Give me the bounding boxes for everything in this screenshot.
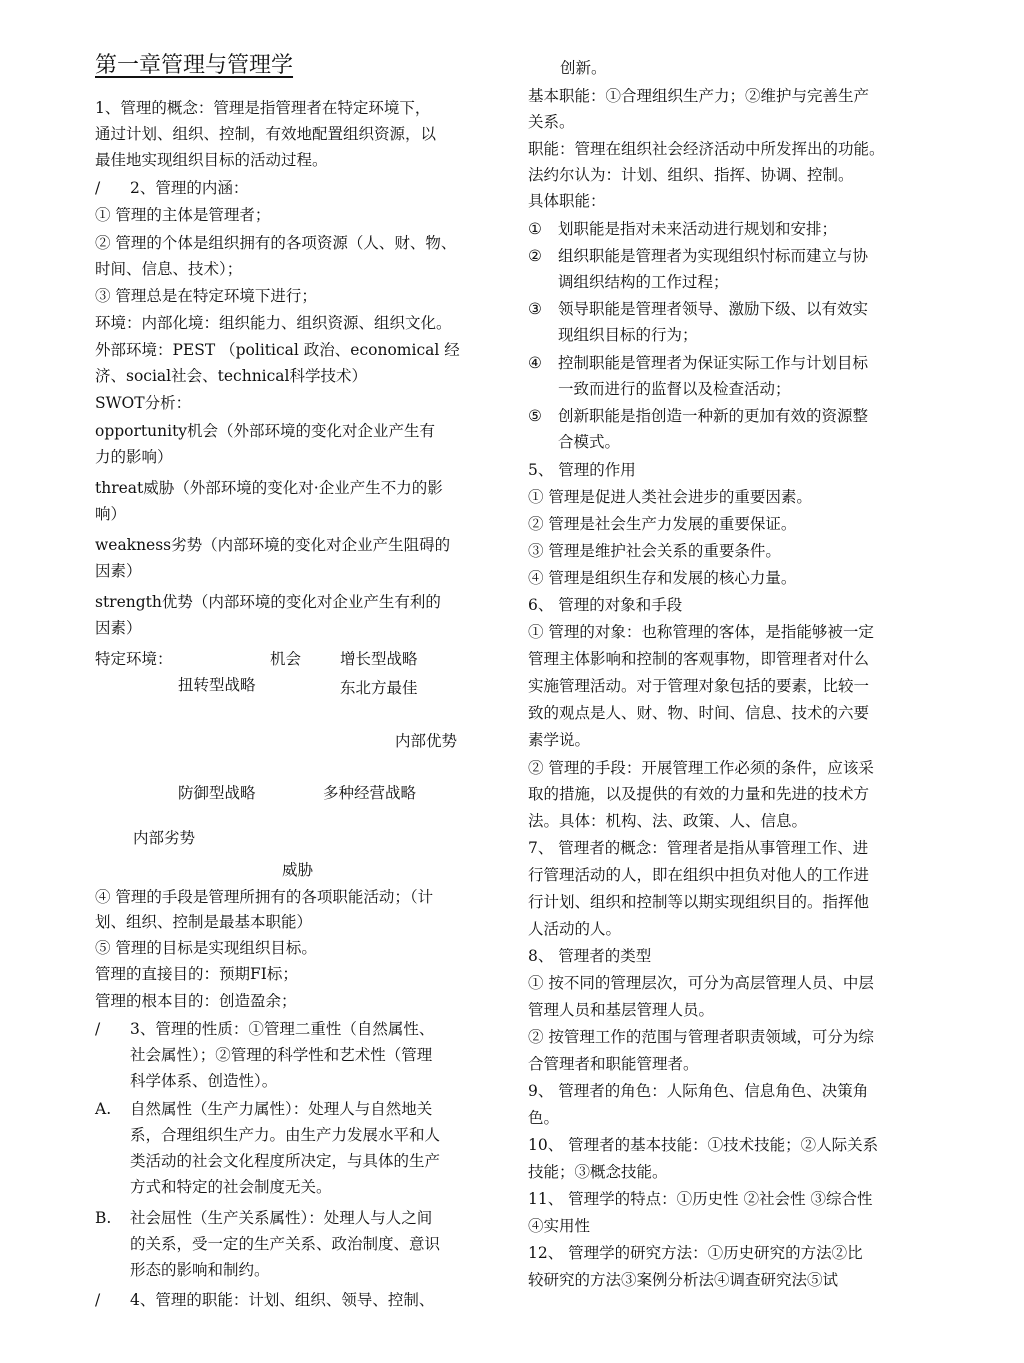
text-line: threat威胁（外部环境的变化对·企业产生不力的影 xyxy=(95,479,443,497)
text-line: 关系。 xyxy=(528,113,575,131)
list-item: B. 社会屈性（生产关系属性）：处理人与人之间 xyxy=(95,1209,433,1227)
text-line: 通过计划、组织、控制，有效地配置组织资源，以 xyxy=(95,125,437,143)
text-line: 较研究的方法③案例分析法④调查研究法⑤试 xyxy=(528,1271,839,1289)
text-line: 因素） xyxy=(95,619,142,637)
text-line: 管理人员和基层管理人员。 xyxy=(528,1001,715,1019)
text-line: 形态的影响和制约。 xyxy=(130,1261,270,1279)
text-line: 法。具体：机构、法、政策、人、信息。 xyxy=(528,812,808,830)
text-line: 系，合理组织生产力。由生产力发展水平和人 xyxy=(130,1126,441,1144)
swot-internal-weakness: 内部劣势 xyxy=(133,829,196,847)
text-line: 1、管理的概念：管理是指管理者在特定环境下， xyxy=(95,99,431,117)
text-line: 素学说。 xyxy=(528,731,591,749)
swot-matrix-label: 特定环境： xyxy=(95,650,173,668)
text-line: 科学体系、创造性）。 xyxy=(130,1072,278,1090)
text-line: 济、social社会、technical科学技术） xyxy=(95,367,368,385)
text-line: 行管理活动的人，即在组织中担负对他人的工作进 xyxy=(528,866,870,884)
text-line: ② 管理是社会生产力发展的重要保证。 xyxy=(528,515,797,533)
text-line: strength优势（内部环境的变化对企业产生有利的 xyxy=(95,593,441,611)
text-line: 具体职能： xyxy=(528,192,606,210)
text-line: opportunity机会（外部环境的变化对企业产生有 xyxy=(95,422,436,440)
section-heading: 7、 管理者的概念：管理者是指从事管理工作、进 xyxy=(528,839,869,857)
swot-turnaround-strategy: 扭转型战略 xyxy=(178,676,256,694)
text-line: ② 按管理工作的范围与管理者职责领域，可分为综 xyxy=(528,1028,874,1046)
text-line: 技能；③概念技能。 xyxy=(528,1163,668,1181)
text-line: 划、组织、控制是最基本职能） xyxy=(95,913,313,931)
function-item: ② 组织职能是管理者为实现组织忖标而建立与协 xyxy=(528,247,869,265)
text-line: 类活动的社会文化程度所决定，与具体的生产 xyxy=(130,1152,441,1170)
section-heading: 9、 管理者的角色：人际角色、信息角色、决策角 xyxy=(528,1082,869,1100)
text-line: 方式和特定的社会制度无关。 xyxy=(130,1178,332,1196)
text-line: ① 管理是促进人类社会进步的重要因素。 xyxy=(528,488,812,506)
text-line: ① 按不同的管理层次，可分为高层管理人员、中层 xyxy=(528,974,874,992)
list-item: / 4、管理的职能：计划、组织、领导、控制、 xyxy=(95,1291,435,1309)
text-line: 实施管理活动。对于管理对象包括的要素，比较一 xyxy=(528,677,870,695)
text-line: 合管理者和职能管理者。 xyxy=(528,1055,699,1073)
text-line: ① 管理的主体是管理者； xyxy=(95,206,271,224)
text-line: ③ 管理总是在特定环境下进行； xyxy=(95,287,317,305)
text-line: 法约尔认为：计划、组织、指挥、协调、控制。 xyxy=(528,166,854,184)
text-line: ⑤ 管理的目标是实现组织目标。 xyxy=(95,939,317,957)
text-line: 合模式。 xyxy=(558,433,621,451)
text-line: ④ 管理是组织生存和发展的核心力量。 xyxy=(528,569,797,587)
chapter-title: 第一章管理与管理学 xyxy=(95,53,294,78)
text-line: 响） xyxy=(95,505,127,523)
text-line: ② 管理的手段：开展管理工作必须的条件，应该采 xyxy=(528,759,874,777)
text-line: ④ 管理的手段是管理所拥有的各项职能活动；（计 xyxy=(95,888,434,906)
swot-growth-strategy: 增长型战略 xyxy=(340,650,418,668)
text-line: 力的影响） xyxy=(95,448,173,466)
section-heading: 11、 管理学的特点：①历史性 ②社会性 ③综合性 xyxy=(528,1190,873,1208)
list-item: A. 自然属性（生产力属性）：处理人与自然地关 xyxy=(95,1100,433,1118)
function-item: ③ 领导职能是管理者领导、激励下级、以有效实 xyxy=(528,300,869,318)
text-line: 行计划、组织和控制等以期实现组织目的。指挥他 xyxy=(528,893,870,911)
text-line: 基本职能：①合理组织生产力；②维护与完善生产 xyxy=(528,87,870,105)
text-line: 社会属性）；②管理的科学性和艺术性（管理 xyxy=(130,1046,433,1064)
text-line: ① 管理的对象：也称管理的客体，是指能够被一定 xyxy=(528,623,874,641)
function-item: ⑤ 创新职能是指创造一种新的更加有效的资源整 xyxy=(528,407,869,425)
text-line: 创新。 xyxy=(560,59,607,77)
swot-defensive-strategy: 防御型战略 xyxy=(178,784,256,802)
text-line: 致的观点是人、财、物、时间、信息、技术的六要 xyxy=(528,704,870,722)
text-line: 人活动的人。 xyxy=(528,920,622,938)
section-heading: 8、 管理者的类型 xyxy=(528,947,652,965)
text-line: 色。 xyxy=(528,1109,560,1127)
text-line: 一致而进行的监督以及检查活动； xyxy=(558,380,791,398)
text-line: SWOT分析： xyxy=(95,394,192,412)
swot-northeast-best: 东北方最佳 xyxy=(340,679,418,697)
text-line: ② 管理的个体是组织拥有的各项资源（人、财、物、 xyxy=(95,234,457,252)
swot-internal-strength: 内部优势 xyxy=(395,732,458,750)
list-item: / 2、管理的内涵： xyxy=(95,179,249,197)
text-line: 时间、信息、技术）； xyxy=(95,260,243,278)
text-line: 因素） xyxy=(95,562,142,580)
text-line: 最佳地实现组织目标的活动过程。 xyxy=(95,151,328,169)
text-line: 职能：管理在组织社会经济活动中所发挥出的功能。 xyxy=(528,140,885,158)
text-line: 的关系，受一定的生产关系、政治制度、意识 xyxy=(130,1235,441,1253)
text-line: 取的措施，以及提供的有效的力量和先进的技术方 xyxy=(528,785,870,803)
text-line: 外部环境：PEST （political 政治、economical 经 xyxy=(95,341,460,359)
section-heading: 5、 管理的作用 xyxy=(528,461,636,479)
swot-threat: 威胁 xyxy=(282,861,314,879)
swot-opportunity: 机会 xyxy=(270,650,302,668)
function-item: ① 划职能是指对未来活动进行规划和安排； xyxy=(528,220,838,238)
text-line: 管理主体影响和控制的客观事物，即管理者对什么 xyxy=(528,650,870,668)
section-heading: 10、 管理者的基本技能：①技术技能；②人际关系 xyxy=(528,1136,879,1154)
swot-diversified-strategy: 多种经营战略 xyxy=(323,784,417,802)
section-heading: 12、 管理学的研究方法：①历史研究的方法②比 xyxy=(528,1244,863,1262)
text-line: 调组织结构的工作过程； xyxy=(558,273,729,291)
text-line: 环境：内部化境：组织能力、组织资源、组织文化。 xyxy=(95,314,452,332)
list-item: / 3、管理的性质：①管理二重性（自然属性、 xyxy=(95,1020,435,1038)
section-heading: 6、 管理的对象和手段 xyxy=(528,596,683,614)
function-item: ④ 控制职能是管理者为保证实际工作与计划目标 xyxy=(528,354,869,372)
text-line: 管理的根本目的：创造盈余； xyxy=(95,992,297,1010)
text-line: 管理的直接目的：预期FI标； xyxy=(95,965,298,983)
text-line: weakness劣势（内部环境的变化对企业产生阻碍的 xyxy=(95,536,451,554)
text-line: 现组织目标的行为； xyxy=(558,326,698,344)
text-line: ③ 管理是维护社会关系的重要条件。 xyxy=(528,542,781,560)
text-line: ④实用性 xyxy=(528,1217,591,1235)
